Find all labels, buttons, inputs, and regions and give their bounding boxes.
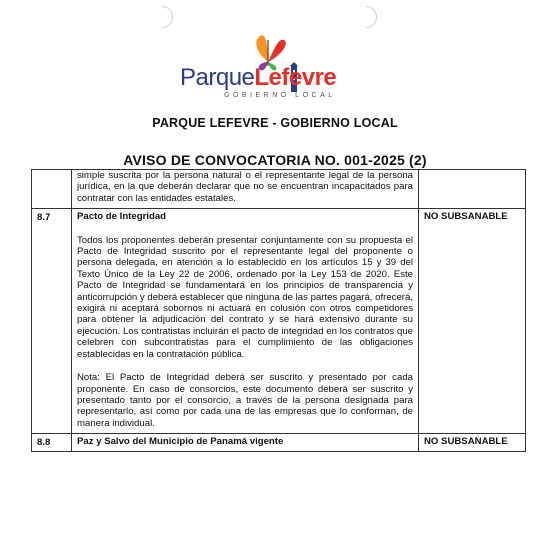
row-status: NO SUBSANABLE (419, 434, 526, 451)
row-title: Pacto de Integridad (77, 211, 167, 223)
row-content (72, 434, 419, 451)
logo-name-part2: Lefevre (254, 64, 337, 91)
row-status: NO SUBSANABLE (419, 209, 526, 434)
row-number: 8.8 (32, 434, 72, 451)
punch-hole-mark (162, 6, 173, 28)
row-paragraph: Nota: El Pacto de Integridad deberá ser suscrito y presentado por cada proponente. En caso de consorcios, este documento deberá ser suscrito y presentado tanto por el consorcio, a través de la persona designada para representarlo, así como por cada una de las empresas que lo conforman, de manera individual. (77, 372, 413, 429)
table-row (32, 209, 526, 434)
page-header-title: PARQUE LEFEVRE - GOBIERNO LOCAL (152, 116, 398, 130)
logo (180, 32, 370, 108)
logo-wordmark (180, 64, 336, 92)
aviso-title: AVISO DE CONVOCATORIA NO. 001-2025 (2) (123, 152, 427, 168)
row-status (419, 170, 526, 209)
row-title: Paz y Salvo del Municipio de Panamá vigente (77, 436, 284, 448)
row-number: 8.7 (32, 209, 72, 434)
row-paragraph: simple suscrita por la persona natural o el representante legal de la persona jurídica, en la que deberán declarar que no se encuentran incapacitados para contratar con las entidades estatales. (77, 170, 413, 204)
table-row (32, 170, 526, 209)
requirements-table (31, 169, 526, 452)
logo-name-part1: Parque (180, 64, 255, 91)
table-row (32, 434, 526, 451)
logo-subtitle: GOBIERNO LOCAL (224, 92, 336, 99)
row-paragraph: Todos los proponentes deberán presentar conjuntamente con su propuesta el Pacto de Integridad suscrito por el representante legal del proponente o persona delegada, en atención a lo establecido en los artículos 15 y 39 del Texto Único de la Ley 22 de 2006, ordenado por la Ley 153 de 2020. Este Pacto de Integridad se fundamentará en los principios de transparencia y anticorrupción y deberá establecer que ninguna de las partes pagará, ofrecerá, exigirá ni aceptará sobornos ni actuará en colusión con otros competidores para obtener la adjudicación del contrato y se hará extensivo durante su ejecución. Los contratistas incluirán el pacto de integridad en los contratos que celebren con subcontratistas para el cumplimiento de las obligaciones establecidas en la contratación pública. (77, 234, 413, 360)
row-content (72, 209, 419, 434)
punch-hole-mark (366, 6, 377, 28)
row-content (72, 170, 419, 209)
row-number (32, 170, 72, 209)
